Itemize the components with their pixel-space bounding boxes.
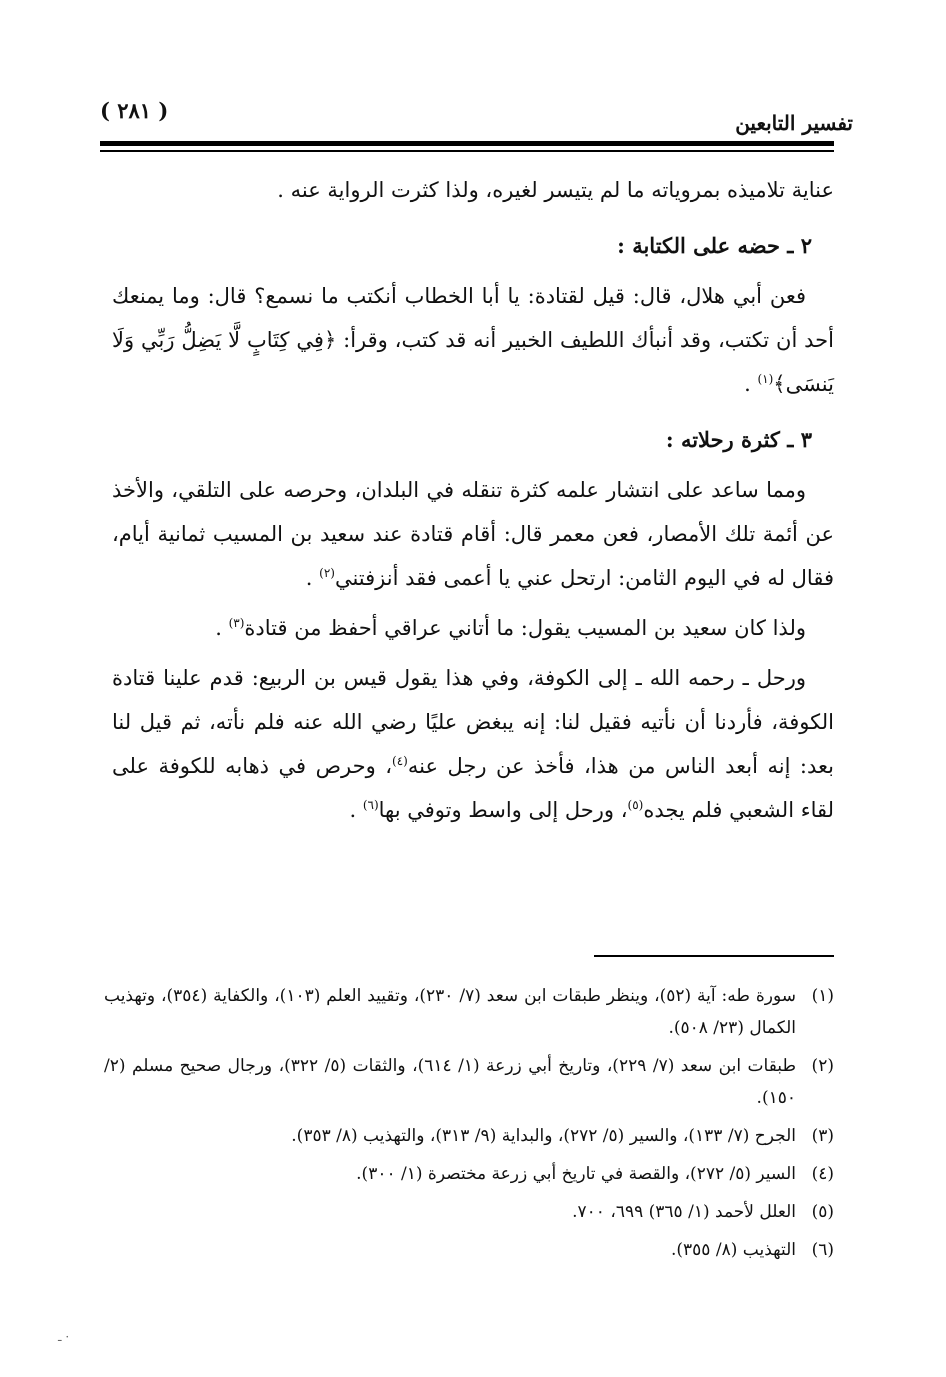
paragraph-ibn-musayyib xyxy=(112,606,834,650)
section-heading-travels: ٣ ـ كثرة رحلاته : xyxy=(665,427,812,452)
footnote-ref[interactable]: (٦) xyxy=(362,798,379,812)
footnote-ref[interactable]: (١) xyxy=(757,372,774,386)
paragraph-writing xyxy=(112,274,834,406)
footnote-text: سورة طه: آية (٥٢)، وينظر طبقات ابن سعد (٧/ ٢٣٠)، وتقييد العلم (١٠٣)، والكفاية (٣٥٤)، وتهذيب الكمال (٢٣/ ٥٠٨). xyxy=(104,986,796,1038)
paragraph-kufa xyxy=(112,656,834,832)
paragraph-end: . xyxy=(744,372,758,396)
footnote-item xyxy=(104,1158,834,1190)
paragraph-travels xyxy=(112,468,834,600)
footnote-number: (١) xyxy=(811,986,834,1006)
footnote-text: الجرح (٧/ ١٣٣)، والسير (٥/ ٢٧٢)، والبداية (٩/ ٣١٣)، والتهذيب (٨/ ٣٥٣). xyxy=(291,1126,796,1146)
paragraph-end: . xyxy=(215,616,229,640)
footnote-ref[interactable]: (٥) xyxy=(627,798,644,812)
section-heading-writing: ٢ ـ حضه على الكتابة : xyxy=(617,233,812,258)
footnote-number: (٥) xyxy=(811,1202,834,1222)
footnote-separator xyxy=(594,955,834,957)
footnote-item xyxy=(104,1234,834,1266)
paragraph-end: . xyxy=(349,798,363,822)
footnote-item xyxy=(104,1050,834,1114)
header-rule-thick xyxy=(100,141,834,146)
footnote-ref[interactable]: (٢) xyxy=(319,566,335,580)
page-number: ( ٢٨١ ) xyxy=(100,98,169,123)
footnote-item xyxy=(104,1196,834,1228)
scan-mark: ـ · xyxy=(58,1330,70,1344)
footnote-number: (٣) xyxy=(811,1126,834,1146)
main-text xyxy=(112,168,834,832)
running-header-title: تفسير التابعين xyxy=(735,111,853,135)
footnote-text: العلل لأحمد (١/ ٣٦٥) ٦٩٩، ٧٠٠. xyxy=(572,1202,796,1222)
footnote-text: التهذيب (٨/ ٣٥٥). xyxy=(671,1240,796,1260)
footnote-ref[interactable]: (٤) xyxy=(392,754,408,768)
paragraph-text: ومما ساعد على انتشار علمه كثرة تنقله في البلدان، وحرصه على التلقي، والأخذ عن أئمة تلك الأمصار، فعن معمر قال: أقام قتادة عند سعيد بن المسيب ثمانية أيام، فقال له في اليوم الثامن: ارتحل عني يا أعمى فقد أنزفتني xyxy=(112,478,834,590)
paragraph-end: . xyxy=(305,566,320,590)
footnote-number: (٦) xyxy=(811,1240,834,1260)
paragraph-text: ، ورحل إلى واسط وتوفي بها xyxy=(378,798,628,822)
paragraph-text: ورحل ـ رحمه الله ـ إلى الكوفة، وفي هذا يقول قيس بن الربيع: قدم علينا قتادة الكوفة، فأردنا أن نأتيه فقيل لنا: إنه يبغض عليًا رضي الله عنه فلم نأته، ثم قيل لنا بعد: إنه أبعد الناس من هذا، فأخذ عن رجل عنه xyxy=(112,666,834,778)
footnote-text: السير (٥/ ٢٧٢)، والقصة في تاريخ أبي زرعة مختصرة (١/ ٣٠٠). xyxy=(356,1164,796,1184)
paragraph-text: ، وحرص في ذهابه للكوفة على لقاء الشعبي فلم يجده xyxy=(112,754,834,822)
paragraph-continuation: عناية تلاميذه بمروياته ما لم يتيسر لغيره، ولذا كثرت الرواية عنه . xyxy=(277,178,834,202)
footnotes xyxy=(104,980,834,1272)
paragraph-text: ولذا كان سعيد بن المسيب يقول: ما أتاني عراقي أحفظ من قتادة xyxy=(244,616,806,640)
header-rule-thin xyxy=(100,150,834,152)
footnote-text: طبقات ابن سعد (٧/ ٢٢٩)، وتاريخ أبي زرعة (١/ ٦١٤)، والثقات (٥/ ٣٢٢)، ورجال صحيح مسلم (٢/ ١٥٠). xyxy=(104,1056,796,1108)
footnote-number: (٢) xyxy=(811,1056,834,1076)
footnote-ref[interactable]: (٣) xyxy=(228,616,245,630)
paragraph-text: فعن أبي هلال، قال: قيل لقتادة: يا أبا الخطاب أنكتب ما نسمع؟ قال: وما يمنعك أحد أن تكتب، وقد أنبأك اللطيف الخبير أنه قد كتب، وقرأ: ﴿فِي كِتَابٍ لَّا يَضِلُّ رَبِّي وَلَا يَنسَى﴾ xyxy=(112,284,834,396)
footnote-number: (٤) xyxy=(811,1164,834,1184)
footnote-item xyxy=(104,980,834,1044)
footnote-item xyxy=(104,1120,834,1152)
